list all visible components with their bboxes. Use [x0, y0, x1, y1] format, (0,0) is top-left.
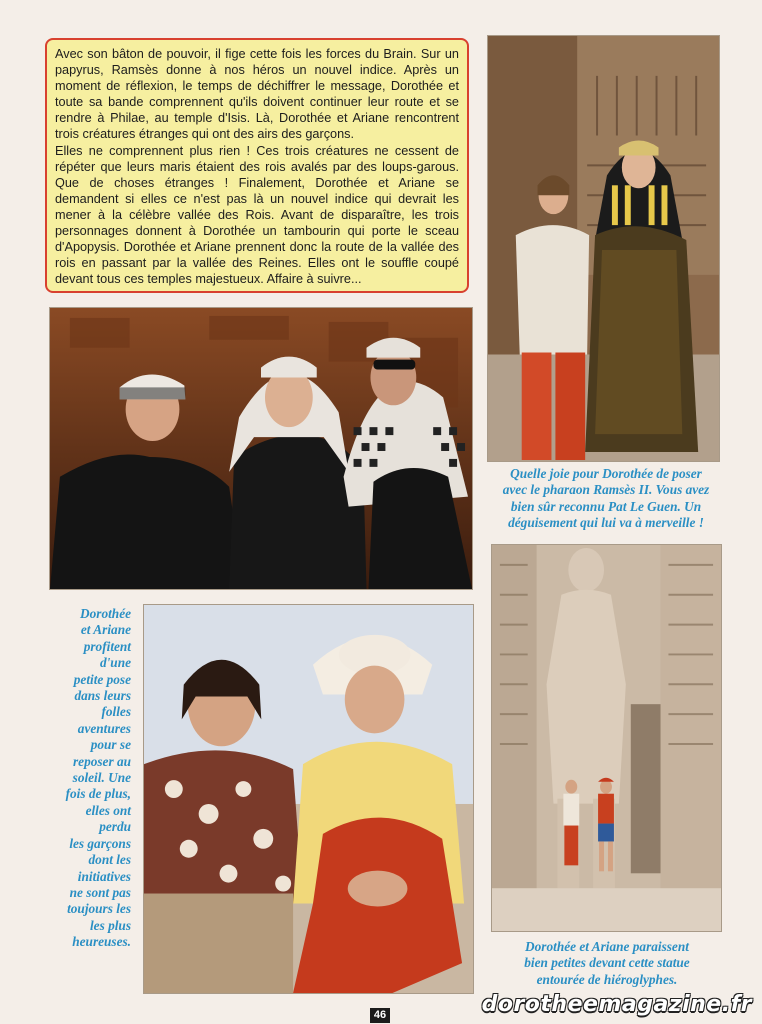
caption-pharaoh: Quelle joie pour Dorothée de poser avec le pharaon Ramsès II. Vous avez bien sûr reconnu Pat Le Guen. Un déguisement qui lui va à merveille !	[502, 466, 710, 531]
site-watermark: dorotheemagazine.fr	[481, 992, 752, 1017]
page-number: 46	[370, 1008, 390, 1023]
caption-statue: Dorothée et Ariane paraissent bien petites devant cette statue entourée de hiéroglyphes.	[524, 939, 690, 987]
photo-sun	[143, 604, 474, 994]
story-box	[45, 38, 469, 293]
photo-statue	[491, 544, 722, 932]
photo-three-men	[49, 307, 473, 590]
story-text: Avec son bâton de pouvoir, il fige cette fois les forces du Brain. Sur un papyrus, Ramsès donne à nos héros un nouvel indice. Après un moment de réflexion, le temps de déchiffrer le message, Dorothée et toute sa bande comprennent qu'ils doivent continuer leur route et se rendre à Philae, au temple d'Isis. Là, Dorothée et Ariane rencontrent trois créatures étranges qui ont des airs des garçons. Elles ne comprennent plus rien ! Ces trois créatures ne cessent de répéter que leurs maris étaient des rois avalés par des loups-garous. Que de choses étranges ! Finalement, Dorothée et Ariane se demandent si elles ce n'est pas là un nouvel indice qui devrait les mener à la célèbre vallée des Rois. Avant de disparaître, les trois personnages donnent à Dorothée un tambourin qui porte le sceau d'Apopysis. Dorothée et Ariane prennent donc la route de la vallée des rois en passant par la vallée des Reines. Elles ont le souffle coupé devant tous ces temples majestueux. Affaire à suivre...	[55, 47, 459, 287]
caption-sun: Dorothée et Ariane profitent d'une petite pose dans leurs folles aventures pour se reposer au soleil. Une fois de plus, elles ont perdu les garçons dont les initiatives ne sont pas toujours les les plus heureuses.	[65, 606, 131, 950]
photo-pharaoh	[487, 35, 720, 462]
